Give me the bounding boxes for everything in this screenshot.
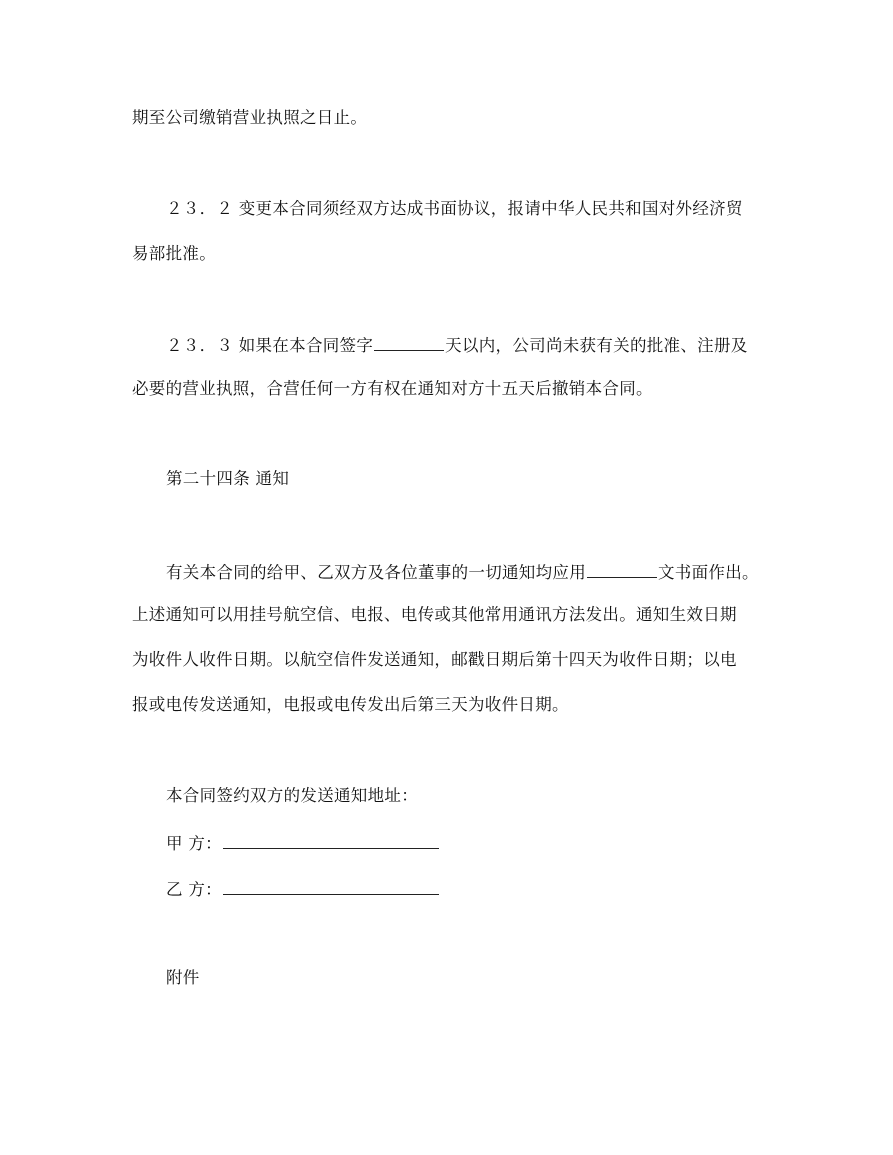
notice-line4: 报或电传发送通知，电报或电传发出后第三天为收件日期。 bbox=[132, 695, 569, 714]
notice-line2: 上述通知可以用挂号航空信、电报、电传或其他常用通讯方法发出。通知生效日期 bbox=[132, 605, 737, 624]
party-b-address-field[interactable] bbox=[223, 878, 439, 895]
notice-line1 bbox=[166, 561, 759, 583]
party-a-address-field[interactable] bbox=[223, 832, 439, 849]
party-b-address-row bbox=[166, 878, 440, 900]
notice-text-a: 有关本合同的给甲、乙双方及各位董事的一切通知均应用 bbox=[166, 563, 586, 582]
appendix-heading: 附件 bbox=[166, 968, 200, 987]
party-b-label: 乙 方： bbox=[166, 880, 222, 899]
language-blank-field[interactable] bbox=[587, 561, 657, 578]
article-24-title: 第二十四条 通知 bbox=[166, 469, 290, 488]
party-a-address-row bbox=[166, 832, 440, 854]
clause-23-2-line1: ２３．２ 变更本合同须经双方达成书面协议，报请中华人民共和国对外经济贸 bbox=[166, 199, 743, 218]
address-intro: 本合同签约双方的发送通知地址： bbox=[166, 786, 418, 805]
notice-text-b: 文书面作出。 bbox=[658, 563, 759, 582]
clause-23-2-line2: 易部批准。 bbox=[132, 244, 216, 263]
clause-23-3-line1 bbox=[166, 334, 748, 356]
clause-23-3-text-b: 天以内，公司尚未获有关的批准、注册及 bbox=[445, 336, 748, 355]
notice-line3: 为收件人收件日期。以航空信件发送通知，邮戳日期后第十四天为收件日期；以电 bbox=[132, 650, 737, 669]
paragraph-line: 期至公司缴销营业执照之日止。 bbox=[132, 108, 368, 127]
party-a-label: 甲 方： bbox=[166, 834, 222, 853]
clause-23-3-text-a: ２３．３ 如果在本合同签字 bbox=[166, 336, 374, 355]
clause-23-3-line2: 必要的营业执照，合营任何一方有权在通知对方十五天后撤销本合同。 bbox=[132, 379, 653, 398]
days-blank-field[interactable] bbox=[374, 334, 444, 351]
